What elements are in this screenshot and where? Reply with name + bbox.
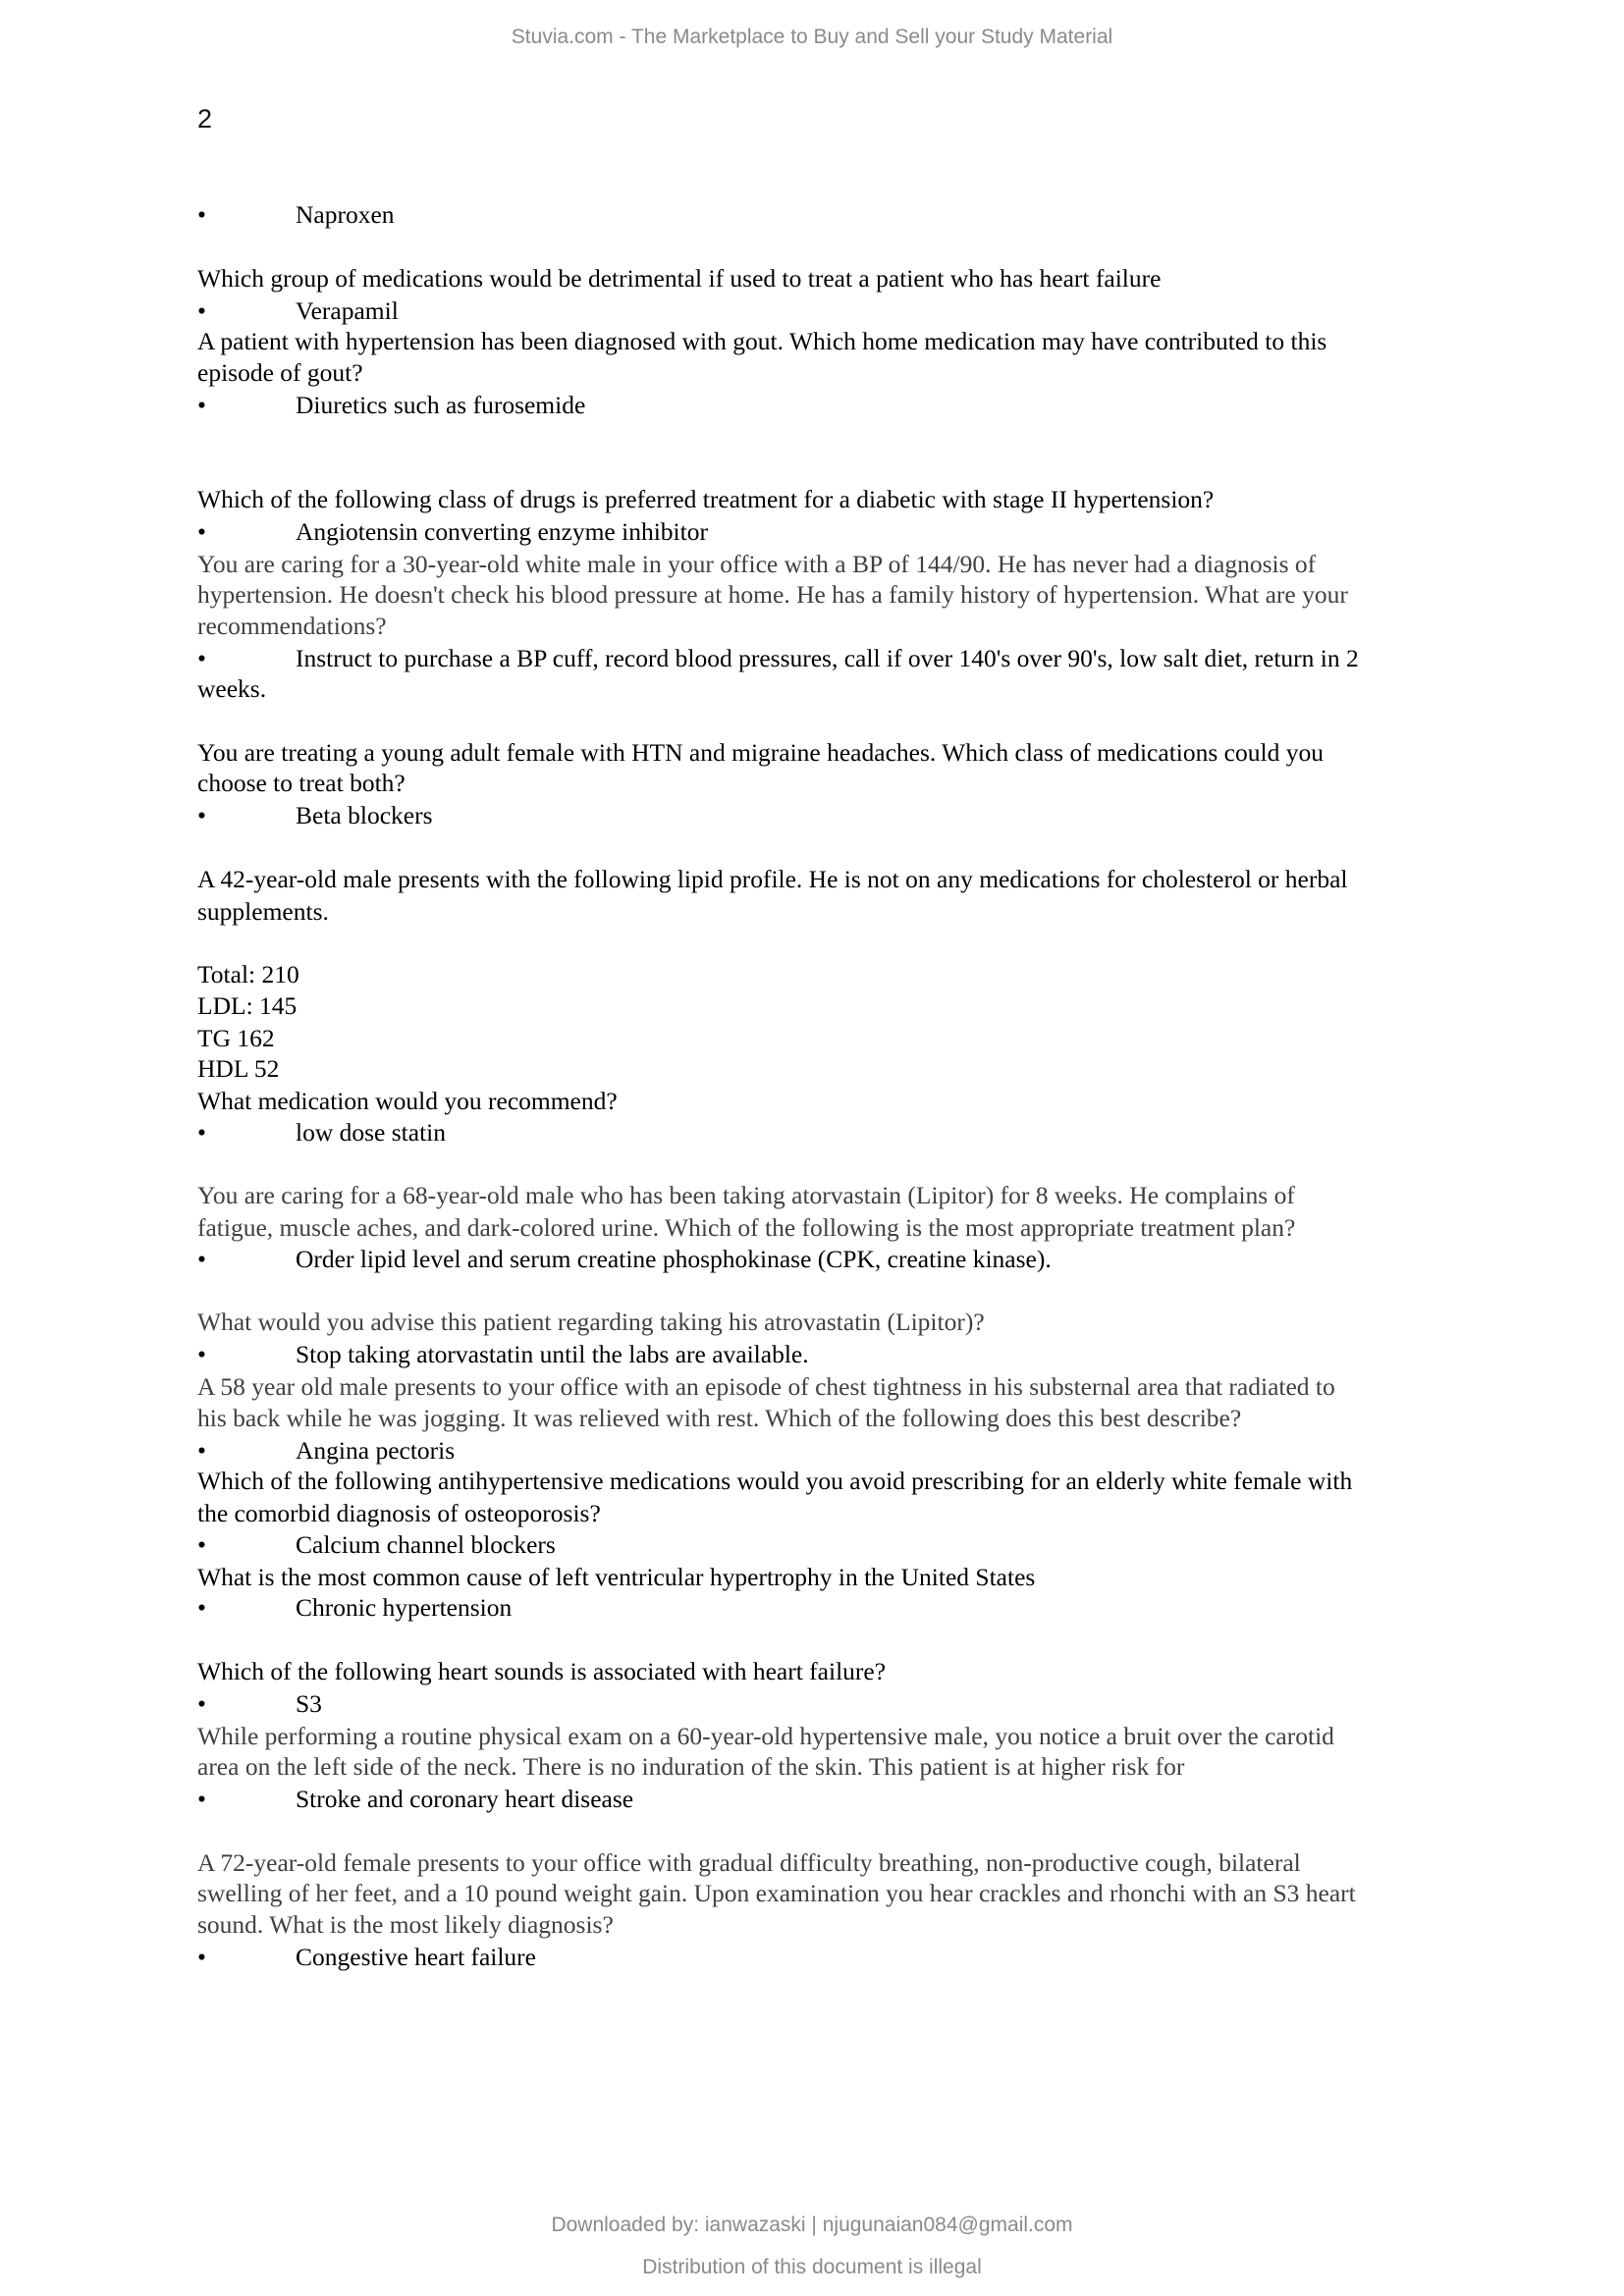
bullet-icon: • [197,1593,206,1622]
question-text-line: You are caring for a 30-year-old white male in your office with a BP of 144/90. He has never had a diagnosis of [197,549,1317,578]
bullet-icon: • [197,516,206,546]
question-text-line: TG 162 [197,1023,275,1052]
answer-text: Angina pectoris [296,1435,456,1465]
answer-text: Naproxen [296,200,395,229]
question-text-line: choose to treat both? [197,769,406,797]
answer-text: Congestive heart failure [296,1942,536,1971]
question-text-line: his back while he was jogging. It was relieved with rest. Which of the following does this best describe? [197,1403,1242,1432]
answer-text: Stop taking atorvastatin until the labs are available. [296,1340,809,1368]
question-text-line: A 72-year-old female presents to your office with gradual difficulty breathing, non-productive cough, bilateral [197,1847,1301,1877]
bullet-icon: • [197,1688,206,1718]
answer-text: Diuretics such as furosemide [296,390,586,419]
answer-text: Order lipid level and serum creatine phosphokinase (CPK, creatine kinase). [296,1244,1052,1273]
question-text-line: Which of the following heart sounds is associated with heart failure? [197,1656,887,1685]
question-text-line: recommendations? [197,611,387,640]
answer-text: S3 [296,1688,322,1718]
bullet-icon: • [197,643,206,672]
question-text-line: What is the most common cause of left ventricular hypertrophy in the United States [197,1562,1036,1591]
question-text-line: weeks. [197,674,267,703]
question-text-line: What would you advise this patient regarding taking his atrovastatin (Lipitor)? [197,1308,985,1336]
question-text-line: the comorbid diagnosis of osteoporosis? [197,1499,601,1527]
question-text-line: Which of the following antihypertensive medications would you avoid prescribing for an elderly white female with [197,1467,1353,1495]
bullet-icon: • [197,1529,206,1559]
question-text-line: area on the left side of the neck. There is no induration of the skin. This patient is at higher risk for [197,1752,1185,1781]
bullet-icon: • [197,390,206,419]
bullet-icon: • [197,1785,206,1813]
page-number: 2 [197,104,213,133]
answer-text: Calcium channel blockers [296,1529,556,1559]
question-text-line: While performing a routine physical exam on a 60-year-old hypertensive male, you notice a bruit over the carotid [197,1721,1334,1750]
answer-text: low dose statin [296,1117,446,1147]
question-text-line: You are caring for a 68-year-old male who has been taking atorvastain (Lipitor) for 8 weeks. He complains of [197,1181,1295,1209]
bullet-icon: • [197,1117,206,1147]
bullet-icon: • [197,295,206,325]
question-text-line: episode of gout? [197,357,363,387]
question-text-line: HDL 52 [197,1054,280,1083]
stuvia-header: Stuvia.com - The Marketplace to Buy and Sell your Study Material [511,26,1113,48]
answer-text: Verapamil [296,295,399,325]
distribution-notice: Distribution of this document is illegal [642,2256,982,2278]
bullet-icon: • [197,801,206,829]
question-text-line: Which group of medications would be detrimental if used to treat a patient who has heart failure [197,263,1162,293]
question-text-line: fatigue, muscle aches, and dark-colored urine. Which of the following is the most appropriate treatment plan? [197,1213,1296,1242]
bullet-icon: • [197,1942,206,1971]
bullet-icon: • [197,1340,206,1368]
question-text-line: LDL: 145 [197,990,298,1020]
answer-text: Stroke and coronary heart disease [296,1785,634,1813]
question-text-line: swelling of her feet, and a 10 pound weight gain. Upon examination you hear crackles and rhonchi with an S3 heart [197,1879,1356,1907]
question-text-line: You are treating a young adult female with HTN and migraine headaches. Which class of medications could you [197,737,1324,767]
download-info: Downloaded by: ianwazaski | njugunaian084@gmail.com [551,2214,1073,2236]
question-text-line: Total: 210 [197,960,299,988]
answer-text: Instruct to purchase a BP cuff, record blood pressures, call if over 140's over 90's, low salt diet, return in 2 [296,643,1359,672]
bullet-icon: • [197,1435,206,1465]
question-text-line: A 42-year-old male presents with the following lipid profile. He is not on any medications for cholesterol or herbal [197,864,1348,893]
question-text-line: hypertension. He doesn't check his blood pressure at home. He has a family history of hypertension. What are your [197,580,1348,609]
question-text-line: A 58 year old male presents to your office with an episode of chest tightness in his substernal area that radiated to [197,1372,1335,1401]
question-text-line: A patient with hypertension has been diagnosed with gout. Which home medication may have contributed to this [197,327,1327,355]
answer-text: Angiotensin converting enzyme inhibitor [296,516,708,546]
question-text-line: What medication would you recommend? [197,1087,618,1115]
bullet-icon: • [197,1244,206,1273]
question-text-line: sound. What is the most likely diagnosis? [197,1909,614,1939]
answer-text: Beta blockers [296,801,433,829]
question-text-line: supplements. [197,896,329,926]
question-text-line: Which of the following class of drugs is preferred treatment for a diabetic with stage II hypertension? [197,484,1215,513]
answer-text: Chronic hypertension [296,1593,513,1622]
bullet-icon: • [197,200,206,229]
